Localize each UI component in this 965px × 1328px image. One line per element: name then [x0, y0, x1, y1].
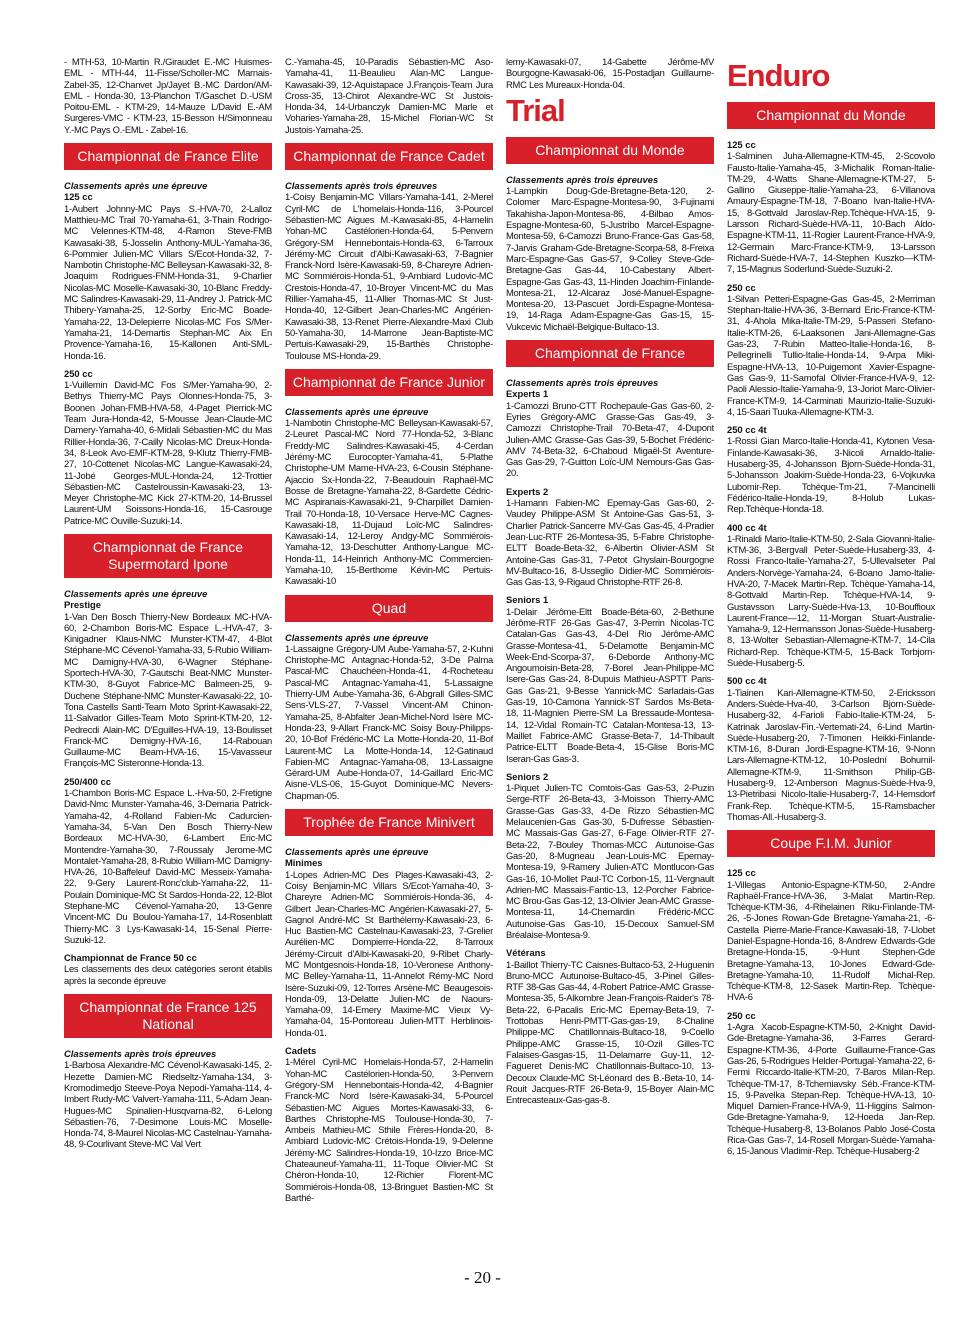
national-title-line1: Championnat de France 125: [79, 999, 257, 1016]
fim-junior-125-results: 1-Villegas Antonio-Espagne-KTM-50, 2-Andre Raphaël-France-HVA-36, 3-Malat Martin-Rep. Tchèque-KTM-36, 4-Rihelainen Riku-Finlande-TM-26, -5-Jones Rowan-Gde Bretagne-Yamaha-21, -6-Castella Pierre-Marie-France-Kawasaki-18, 7-Llobet Daniel-Espagne-Honda-16, 8-Andrew Edwards-Gde Bretagne-Honda-15, -9-Hunt Stephen-Gde Bretagne-Yamaha-13, 10-Jones Edward-Gde-Bretagne-Yamaha-10, 11-Rudolf Michal-Rep. Tchèque-KTM-8, 12-Sasek Martin-Rep. Tchèque-HVA-6: [727, 878, 935, 1003]
trial-france-banner: [506, 340, 714, 367]
experts2-heading: Experts 2: [506, 485, 549, 497]
column-2: [285, 56, 493, 1206]
trial-heading: Trial: [506, 92, 565, 128]
50cc-note: Les classements des deux catégories seront établis après la seconde épreuve: [64, 963, 272, 986]
elite-title: Championnat de France Elite: [77, 148, 259, 165]
prestige-results: 1-Van Den Bosch Thierry-New Bordeaux MC-HVA-60, 2-Chambon Boris-MC Espace L.-HVA-47, 3-Kinigadner Klaus-NMC Munster-KTM-47, 4-Blot Stéphane-MC Cévenol-Yamaha-33, 5-Rubio William-MC Damigny-HVA-30, 6-Wagner Stéphane-Sportech-HVA-30, 7-Gautschi Beat-NMC Munster-KTM-30, 8-Guyot Fabrice-MC Balmeen-25, 9-Duchene Stéphane-NMC Munster-Kawasaki-22, 10-Tona Castells Santi-Team Moto Sprint-Kawasaki-22, 11-Salvador Gilles-Team Moto Sprint-KTM-20, 12-Pedrecdi Alain-MC D'Eguilles-HVA-19, 13-Boulisset Franck-MC Demigny-HVA-16, 14-Rabouan Guillaume-MC Beam-HVA-16, 15-Vavasseur François-MC Sisteronne-Honda-13.: [64, 610, 272, 769]
50cc-heading: Championnat de France 50 cc: [64, 952, 197, 964]
minivert-subtitle: Classements après une épreuve: [285, 846, 429, 858]
fim-junior-banner: [727, 830, 935, 857]
cadet-results: 1-Coisy Benjamin-MC Villars-Yamaha-141, 2-Merel Cyril-MC de L'homelais-Honda-116, 3-Pourcel Sébastien-MC Aigues M.-Kawasaki-85, 4-Hamelin Yohan-MC Castélorien-Honda-64, 5-Penvern Grégory-SM Hennebontais-Honda-63, 6-Tarroux Jérémy-MC Circuit d'Albi-Kawasaki-63, 7-Bagnier Franck-Nord Isère-Kawasaki-59, 8-Chareyre Adrien-MC Sommiérois-Honda-51, 9-Ambiard Ludovic-MC Crestois-Honda-47, 10-Broyer Vincent-MC du Mas Rillier-Yamaha-45, 11-Allier Thomas-MC St Just-Honda-40, 12-Gilbert Jean-Charles-MC Angérien-Kawasaki-38, 13-Renet Pierre-Alexandre-Maxi Club 50-Yamaha-30, 14-Marrone Jean-Baptiste-MC Pertuis-Kawasaki-29, 15-Barthès Christophe-Toulouse MS-Honda-29.: [285, 191, 493, 361]
enduro-250-4t-heading: 250 cc 4t: [727, 424, 767, 436]
quad-title: Quad: [371, 599, 407, 616]
veterans-results: 1-Baillot Thierry-TC Caisnes-Bultaco-53, 2-Huguenin Bruno-MCC Autunoise-Bultaco-45, 3-Pinel Gilles-RTF 38-Gas Gas-44, 4-Robert Patrice-AMC Grasse-Montesa-35, 5-Alkombre Jean-François-Raider's 78-Beta-22, 6-Pacalis Eric-MC Epernay-Beta-19, 7-Trottobas Henri-PMTT-Gas-gas-19, 8-Chaline Philippe-MC Chatillonnais-Bultaco-18, 9-Coello Philippe-AMC Grasse-15, 10-Ozil Gilles-TC Falaises-Gasgas-15, 11-Delamarre Guy-11, 12-Fagueret Denis-MC Chatillonnais-Bultaco-10, 13-Decoux Claude-MC St-Léonard des B.-Beta-10, 14-Rouit Jacques-RTF 26-Beta-9, 15-Boyer Alain-MC Entrecasteaux-Gas-gas-8.: [506, 958, 714, 1106]
experts1-heading: Experts 1: [506, 388, 549, 400]
enduro-500-4t-heading: 500 cc 4t: [727, 675, 767, 687]
fim-junior-250-heading: 250 cc: [727, 1009, 756, 1021]
enduro-400-4t-heading: 400 cc 4t: [727, 521, 767, 533]
trial-france-title: Championnat de France: [534, 345, 686, 362]
national-title-line2: National: [142, 1016, 194, 1033]
enduro-heading: Enduro: [727, 58, 830, 93]
col3-intro-text: lemy-Kawasaki-07, 14-Gabette Jérôme-MV Bourgogne-Kawasaki-06, 15-Postadjan Guillaume-RMC Les Mureaux-Honda-04.: [506, 56, 714, 90]
junior-title: Championnat de France Junior: [292, 373, 486, 390]
fim-junior-250-results: 1-Agra Xacob-Espagne-KTM-50, 2-Knight David-Gde-Bretagne-Yamaha-36, 3-Farres Gerard-Espagne-KTM-36, 4-Porte Guillaume-France-Gas Gas-26, 5-Rodrigues Helder-Portugal-Yamaha-22, 6-Fermi Riccardo-Italie-KTM-20, 7-Baros Milan-Rep. Tchèque-TM-17, 8-Tchemiavsky Séb.-France-KTM-15, 9-Pavelka Stepan-Rep. Tchèque-HVA-13, 10-Miquel Damien-France-HVA-9, 11-Higgins Salmon-Gde-Bretagne-Yamaha-9, 12-Hoeda Jan-Rep. Tchèque-Husaberg-8, 13-Bolanos Pablo José-Costa Rica-Gas Gas-7, 14-Rosell Morgan-Suède-Yamaha-6, 15-Janous Vladimir-Rep. Tchèque-Husaberg-2: [727, 1021, 935, 1157]
minimes-heading: Minimes: [285, 857, 323, 869]
national-banner: [64, 994, 272, 1038]
minivert-title: Trophée de France Minivert: [303, 814, 475, 831]
seniors1-results: 1-Delair Jérôme-Eltt Boade-Béta-60, 2-Bethune Jérôme-RTF 26-Gas Gas-47, 3-Perrin Nicolas-TC Catalan-Gas Gas-43, 4-Del Rio Jérôme-AMC Grasse-Montesa-41, 5-Delamotte Benjamin-MC Week-End-Scorpa-37, 6-Deborde Anthony-MC Angoumoisin-Beta-28, 7-Borel Jean-Philippe-MC Isere-Gas Gas-24, 8-Dupuis Mathieu-ASPTT Paris-Gas Gas-21, 9-Besse Yannick-MC Sarladais-Gas Gas-19, 10-Camona Yannick-ST Sardos Ms-Beta-18, 11-Magnien Pierre-SM La Bressaude-Montesa-14, 12-Vidal Romain-TC Catalan-Montesa-13, 13-Maillet Fabrice-AMC Grasse-Beta-7, 14-Thibault Patrice-ELTT Boade-Beta-4, 15-Glise Boris-MC Iseran-Gas Gas-3.: [506, 605, 714, 764]
enduro-monde-banner: [727, 102, 935, 129]
elite-subtitle: Classements après une épreuve: [64, 180, 208, 192]
veterans-heading: Vétérans: [506, 947, 546, 959]
fim-junior-title: Coupe F.I.M. Junior: [770, 835, 892, 852]
seniors2-results: 1-Piquet Julien-TC Comtois-Gas Gas-53, 2-Puzin Serge-RTF 26-Beta-43, 3-Moisson Thierry-AMC Grasse-Gas Gas-33, 4-De Rizzo Sébastien-MC Melaucenien-Gas Gas-30, 5-Dufresse Sébastien-MC Massais-Gas Gas-27, 6-Fage Olivier-RTF 27-Beta-22, 7-Bouley Thomas-MCC Autunoise-Gas Gas-20, 8-Mugneau Jean-Louis-MC Epernay-Montesa-19, 9-Ramery Julien-ATC Montlucon-Gas Gas-16, 10-Mollet Paul-TC Corbon-15, 11-Vergnault Adrien-MC Massais-Fantic-13, 12-Porcher Fabrice-MC Brou-Gas Gas-12, 13-Olivier Jean-AMC Grasse-Montesa-11, 14-Chemardin Frédéric-MCC Autunoise-Gas Gas-10, 15-Decoux Samuel-SM Bréalaise-Montesa-9.: [506, 782, 714, 940]
enduro-500-4t-results: 1-Tiainen Kari-Allemagne-KTM-50, 2-Ericksson Anders-Suède-Hva-40, 3-Carlson Bjorn-Suède-Husaberg-32, 4-Farioli Fabio-Italie-KTM-24, 5-Katrinak Jaroslav-Fin.-Vertemati-24, 6-Lind Martin-Suède-Husaberg-20, 7-Timonen Heikki-Finlande-KTM-16, 8-Duran Jordi-Espagne-KTM-16, 9-Nonn Lars-Allemagne-KTM-12, 10-Poslední Bohumil-Allemagne-KTM-9, 11-Smithson Philip-GB-Husaberg-9, 12-Amberson Magnus-Suède-Hva-9, 13-Pietribasi Nicolo-Italie-Husaberg-7, 14-Hemsdorf Frank-Rep. Tchèque-KTM-5, 15-Ramsbacher Thomas-All.-Husaberg-3.: [727, 686, 935, 822]
cadets-heading: Cadets: [285, 1045, 317, 1057]
column-1: [64, 56, 272, 1153]
cadet-subtitle: Classements après trois épreuves: [285, 180, 438, 192]
supermotard-title-line1: Championnat de France: [92, 538, 244, 555]
elite-250-heading: 250 cc: [64, 367, 93, 379]
junior-banner: [285, 369, 493, 396]
enduro-250-4t-results: 1-Rossi Gian Marco-Italie-Honda-41, Kytonen Vesa-Finlande-Kawasaki-36, 3-Nicoli Arnaldo-Italie-Husaberg-35, 4-Johansson Bjorn-Suède-Honda-31, 5-Johansson Joakim-Suède-Honda-23, 6-Vojkuvka Lubomir-Rep. Tchèque-Tm-21, 7-Mancinelli Fédérico-Italie-Honda-19, 8-Holub Lukas-Rep.Tchèque-Honda-18.: [727, 435, 935, 515]
col1-intro-text: - MTH-53, 10-Martin R./Giraudet E.-MC Huismes-EML - MTH-44, 11-Fisse/Scholler-MC Marnais-Zabel-35, 12-Chanvet Jp/Jayet B.-MC Dardon/AM-EML - Honda-30, 13-Planchon T/Gaschet D.-USM Poitou-EML - KTM-29, 14-Mauze L/David E.-AM Surgeres-VMC - KTM-23, 15-Besson H/Simonneau Y.-MC Pays O.-EML - Zabel-16.: [64, 56, 272, 135]
quad-results: 1-Lassaigne Grégory-UM Aube-Yamaha-57, 2-Kuhni Christophe-MC Antagnac-Honda-52, 3-De Palma Pascal-MC Chauchéen-Honda-41, 4-Rocheteau Pascal-MC Antagnac-Yamaha-41, 5-Lassaigne Thierry-UM Aube-Yamaha-36, 6-Abgrall Gilles-SMC Sens-VLS-27, 7-Vassel Vincent-AM Chinon-Yamaha-25, 8-Abfalter Jean-Michel-Nord Isère MC-Honda-23, 9-Allart Franck-MC Soisy Bouy-Philipps-20, 10-Bof Frédéric-MC La Motte-Honda-20, 11-Bof Laurent-MC La Motte-Honda-14, 12-Gatinaud Fabien-MC Antagnac-Yamaha-08, 13-Lassaigne Gérard-UM Aube-Honda-07, 14-Gaillard Eric-MC Aisne-VLS-06, 15-Guyot Dominique-MC Nevers-Chapman-05.: [285, 642, 493, 801]
quad-subtitle: Classements après une épreuve: [285, 631, 429, 643]
seniors2-heading: Seniors 2: [506, 770, 549, 782]
experts2-results: 1-Hamann Fabien-MC Epernay-Gas Gas-60, 2-Vaudey Philippe-ASM St Antoine-Gas Gas-51, 3-Charlier Patrick-Sancerre MV-Gas Gas-45, 4-Pradier Jean-Luc-RTF 26-Montesa-35, 5-Fabre Christophe-ELTT Boade-Beta-32, 6-Albertin Olivier-ASM St Antoine-Gas Gas-31, 7-Petot Ghyslain-Bourgogne MV-Bultaco-16, 8-Usseglio Didier-MC Sommiérois-Gas Gas-13, 9-Rigaud Christophe-RTF 26-8.: [506, 497, 714, 588]
elite-125-results: 1-Aubert Johnny-MC Pays S.-HVA-70, 2-Lalloz Matthieu-MC Trail 70-Yamaha-61, 3-Thain Rodrigo-MC Velennes-KTM-48, 4-Ramon Steve-FMB Kawasaki-38, 5-Josselin Anthony-MUL-Yamaha-36, 6-Pommier Julien-MC Villars S/Ecot-Honda-32, 7-Nambotin Christophe-MC Belleysan-Kawasaki-32, 8-Joaquim Rodrigues-FNM-Honda-31, 9-Charlier Nicolas-MC Moselle-Kawasaki-30, 10-Blanc Freddy-MC Salindres-Kawasaki-29, 11-Andrey J. Patrick-MC Thibery-Yamaha-25, 12-Sorby Eric-MC Boade-Yamaha-22, 13-Delepierre Nicolas-MC Fos S/Mer-Yamaha-21, 14-Demartis Stephan-MC Aix En Provence-Yamaha-16, 15-Kallonen Anti-SML-Honda-16.: [64, 202, 272, 361]
trial-monde-title: Championnat du Monde: [535, 141, 685, 158]
trial-monde-results: 1-Lampkin Doug-Gde-Bretagne-Beta-120, 2-Colomer Marc-Espagne-Montesa-90, 3-Fujinami Takahisha-Japon-Montesa-86, 4-Bilbao Amos-Espagne-Montesa-60, 5-Justribo Marcel-Espagne-Montesa-59, 6-Camozzi Bruno-France-Gas Gas-58, 7-Jarvis Graham-Gde-Bretagne-Scorpa-58, 8-Freixa Marc-Espagne-Gas Gas-57, 9-Colley Steve-Gde-Bretagne-Gas Gas-44, 10-Cabestany Albert-Espagne-Gas Gas-43, 11-Hinden Joachim-Finlande-Montesa-21, 12-Alcaraz José-Manuel-Espagne-Montesa-20, 13-Pascuet Jordi-Espagne-Montesa-19, 14-Raga Adam-Espagne-Gas Gas-15, 15-Vukcevic Michaël-Belgique-Bultaco-13.: [506, 185, 714, 332]
trial-france-subtitle: Classements après trois épreuves: [506, 377, 659, 389]
250-400-heading: 250/400 cc: [64, 775, 111, 787]
quad-banner: [285, 595, 493, 622]
supermotard-banner: [64, 534, 272, 578]
enduro-400-4t-results: 1-Rinaldi Mario-Italie-KTM-50, 2-Sala Giovanni-Italie-KTM-36, 3-Bergvall Peter-Suède-Husaberg-33, 4-Rossi Franco-Italie-Yamaha-27, 5-Ullevalseter Pal Anders-Norvège-Yamaha-24, 6-Boano Jamo-Italie-HVA-20, 7-Macek Martin-Rep. Tchèque-Yamaha-14, 8-Gottvald Martin-Rep. Tchèque-HVA-14, 9-Gustavsson Larry-Suède-Hva-13, 10-Bouffioux Laurent-France—12, 11-Morgan Stuart-Australie-Yamaha-9, 12-Hermansson Jonas-Suède-Husaberg-8, 13-Wolter Sebastian-Allemagne-KTM-7, 14-Cila Richard-Rep. Tchèque-KTM-5, 15-Back Torbjorn-Suède-Husaberg-5.: [727, 532, 935, 669]
supermotard-subtitle: Classements après une épreuve: [64, 587, 208, 599]
minimes-results: 1-Lopes Adrien-MC Des Plages-Kawasaki-43, 2-Coisy Benjamin-MC Villars S/Ecot-Yamaha-40, 3-Chareyre Adrien-MC Sommiérois-Honda-36, 4-Gilbert Jean-Charles-MC Angérien-Kawasaki-27, 5-Gagnol André-MC St Barthélemy-Kawasaki-23, 6-Huc Bastien-MC Castelnau-Kawasaki-23, 7-Grelier Aurélien-MC Dompierre-Honda-22, 8-Tarroux Jérémy-Circuit d'Albi-Kawasaki-20, 9-Ribet Charly-MC Montgesnois-Honda-18, 10-Veronese Anthony-MC Belley-Yamaha-11, 11-Annelot Rémy-MC Nord Isère-Suzuki-09, 12-Torres Arsène-MC Beaugesois-Honda-09, 13-Delatte Julien-MC de Naours-Yamaha-09, 14-Emery Maxime-MC Vieux Vy-Yamaha-04, 15-Pontoreau Julien-MTT Herblinois-Honda-01.: [285, 868, 493, 1038]
fim-junior-125-heading: 125 cc: [727, 867, 756, 879]
national-results: 1-Barbosa Alexandre-MC Cévenol-Kawasaki-145, 2-Hezette Damien-MC Riedseltz-Yamaha-134, 3-Kromodimedjo Steeve-Poya Nepodi-Yamaha-114, 4-Imbert Rudy-MC Valvert-Yamaha-111, 5-Adam Jean-Hugues-MC Spinalien-Husqvarna-82, 6-Lelong Sébastien-76, 7-Desimone Louis-MC Moselle-Honda-74, 8-Maurel Nicolas-MC Castelnau-Yamaha-48, 9-Courlivant Steve-MC Val Vert: [64, 1059, 272, 1150]
elite-banner: [64, 143, 272, 170]
seniors1-heading: Seniors 1: [506, 594, 549, 606]
enduro-125-results: 1-Salminen Juha-Allemagne-KTM-45, 2-Scovolo Fausto-Italie-Yamaha-45, 3-Michalik Roman-Italie-TM-29, 4-Watts Shane-Allemagne-KTM-27, 5-Gallino Giuseppe-Italie-Yamaha-23, 6-Villanova Amaury-Espagne-TM-18, 7-Boano Ivan-Italie-HVA-15, 8-Gottvald Jaroslav-Rep.Tchèque-HVA-15, 9-Larsson Richard-Suède-HVA-11, 10-Bach Aldo-Espagne-KTM-11, 11-Rogier Laurent-France-HVA-9, 12-Germain Marc-France-KTM-9, 13-Larsson Richard-Suède-HVA-7, 14-Stephen Kuszko—KTM-7, 15-Magnus Soderlund-Suède-Suzuki-2.: [727, 150, 935, 275]
junior-results: 1-Nambotin Christophe-MC Belleysan-Kawasaki-57, 2-Leuret Pascal-MC Nord 77-Honda-52, 3-Blanc Freddy-MC Salindres-Kawasaki-45, 4-Cerdan Jérémy-MC Eurocopter-Yamaha-41, 5-Plathe Christophe-UM Mame-HVA-23, 6-Cousin Stéphane-Ajaccio Sx-Honda-22, 7-Beaudouin Raphaël-MC Bosse de Bretagne-Yamaha-22, 8-Gardette Cédric-MC Aspiranais-Kawasaki-21, 9-Charpillet Damien-Trail 70-Honda-18, 10-Versace Herve-MC Cagnes-Kawasaki-18, 11-Dujaud Loïc-MC Salindres-Kawasaki-14, 12-Leroy Andgy-MC Sommiérois-Yamaha-12, 13-Deschutter Anthony-Langue MC-Honda-11, 14-Heinrich Anthony-MC Commercien-Yamaha-10, 15-Berthome Kévin-MC Pertuis-Kawasaki-10: [285, 417, 493, 587]
col2-intro-text: C.-Yamaha-45, 10-Paradis Sébastien-MC Aso-Yamaha-41, 11-Beaulieu Alan-MC Langue-Kawasaki-39, 12-Aquistapace J.François-Team Jura Cross-35, 13-Chirot Alexandre-WC St Justois-Honda-34, 14-Urbanczyk Damien-MC Marle et Voharies-Yamaha-28, 15-Michel Florian-WC St Justois-Yamaha-25.: [285, 56, 493, 135]
trial-monde-banner: [506, 137, 714, 164]
enduro-125-heading: 125 cc: [727, 139, 756, 150]
supermotard-title-line2: Supermotard Ipone: [108, 555, 228, 572]
experts1-results: 1-Camozzi Bruno-CTT Rochepaule-Gas Gas-60, 2-Eyries Grégory-AMC Grasse-Gas Gas-49, 3-Camozzi Christophe-Trail 70-Beta-47, 4-Dupont Julien-AMC Grasse-Gas Gas-39, 5-Bochet Frédéric-AMV 74-Beta-32, 6-Chaboud Migaël-St Aventure-Gas Gas-29, 7-Guitton Loïc-UM Nemours-Gas Gas-20.: [506, 399, 714, 479]
250-400-results: 1-Chambon Boris-MC Espace L.-Hva-50, 2-Fretigne David-Nmc Munster-Yamaha-46, 3-Demaria Patrick-Yamaha-42, 4-Rolland Fabien-Mc Cadurcien-Yamaha-34, 5-Van Den Bosch Thierry-New Bordeaux MC-HVA-30, 6-Lambert Eric-MC Montendre-Yamaha-30, 7-Roussaly Jerome-MC Montalet-Yamaha-28, 8-Rubio William-MC Damigny-HVA-26, 10-Baffeleuf David-MC Messeix-Yamaha-22, 9-Gery Laurent-Ronc'club-Yamaha-22, 11-Poulain Dominique-MC St Sardos-Honda-22, 12-Blot Stephane-MC Cévenol-Yamaha-20, 13-Genre Vincent-MC Du Boulou-Yamaha-17, 14-Rosenblatt Thierry-MC 3 Lys-Kawasaki-14, 15-Senal Pierre-Suzuki-12.: [64, 787, 272, 945]
enduro-250-heading: 250 cc: [727, 281, 756, 293]
enduro-monde-title: Championnat du Monde: [756, 107, 906, 123]
minivert-banner: [285, 809, 493, 836]
column-3: [506, 56, 714, 1108]
junior-subtitle: Classements après une épreuve: [285, 405, 429, 417]
elite-125-heading: 125 cc: [64, 191, 93, 203]
enduro-250-results: 1-Silvan Petteri-Espagne-Gas Gas-45, 2-Merriman Stephan-Italie-HVA-36, 3-Bernard Eric-France-KTM-31, 4-Ahola Mika-Italie-TM-29, 5-Passeri Stefano-Italie-KTM-26, 6-Laaksonen Jani-Allemagne-Gas Gas-23, 7-Rubin Matteo-Italie-Honda-16, 8-Pellegrinelli Tullio-Italie-Honda-14, 9-Arpa Miki-Espagne-HVA-13, 10-Puigemont Xavier-Espagne-Gas Gas-9, 11-Samofal Olivier-France-HVA-9, 12-Paoli Alessio-Italie-Yamaha-9, 13-Joriot Marc-Olivier-France-KTM-9, 14-Carminati Maurizio-Italie-Suzuki-4, 15-Saari Tuuka-Allemagne-KTM-3.: [727, 292, 935, 417]
national-subtitle: Classements après trois épreuves: [64, 1048, 217, 1060]
elite-250-results: 1-Vuillemin David-MC Fos S/Mer-Yamaha-90, 2-Bethys Thierry-MC Pays Olonnes-Honda-75, 3-Boonen Johan-FMB-HVA-58, 4-Paget Pierrick-MC Team Jura-Honda-42, 5-Mousse Jean-Claude-MC Damery-Yamaha-40, 6-Midali Sébastien-MC du Mas Rillier-Honda-36, 7-Cailly Nicolas-MC Dreux-Honda-34, 8-Leok Avo-EMF-KTM-28, 9-Klutz Thierry-FMB-27, 10-Cottenet Nicolas-MC Langue-Kawasaki-24, 11-Jobé Georges-MUL-Honda-24, 12-Trottier Sébastien-MC Castelroussin-Kawasaki-23, 13-Meyer Christophe-MC Kick 27-KTM-20, 14-Brussel Laurent-UM Soissons-Honda-16, 15-Casrouge Patrice-MC Ouville-Suzuki-14.: [64, 379, 272, 526]
prestige-heading: Prestige: [64, 599, 101, 611]
column-4: [727, 56, 935, 1160]
cadets-results: 1-Mérel Cyril-MC Homelais-Honda-57, 2-Hamelin Yohan-MC Castélorien-Honda-50, 3-Penvern Grégory-SM Hennebontais-Honda-42, 4-Bagnier Franck-MC Nord Isère-Kawasaki-34, 5-Pourcel Sébastien-MC Aigues Mortes-Kawasaki-33, 6-Barthes Christophe-MS Toulouse-Honda-30, 7-Ambeis Mathieu-MC Sthile Frères-Honda-20, 8-Ambiard Ludovic-MC Crétois-Honda-19, 9-Delenne Jérémy-MC Salindres-Honda-19, 10-Izzo Brice-MC Chateauneuf-Yamaha-11, 11-Toque Olivier-MC St Chéron-Honda-10, 12-Richier Florent-MC Sommiérois-Honda-08, 13-Bringuet Bastien-MC St Barthé-: [285, 1056, 493, 1203]
cadet-title: Championnat de France Cadet: [293, 148, 485, 165]
cadet-banner: [285, 143, 493, 170]
trial-monde-subtitle: Classements après trois épreuves: [506, 173, 659, 185]
page-number: - 20 -: [464, 1268, 501, 1287]
